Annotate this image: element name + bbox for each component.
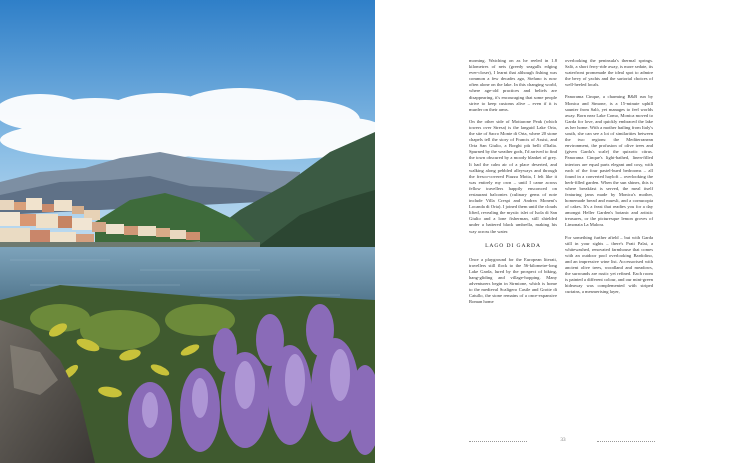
paragraph: Once a playground for the European literati, travellers still flock to the 56-kilometre-long Lake Garda, lured by the prospect of biking, hang-gliding and village-hopping. Many adventurers begin in Sirmione, which is home to the medieval Scaligero Castle and Grotte di Catullo, the stone remains of a once-expansive Roman home bbox=[469, 256, 557, 305]
page-number: 33 bbox=[560, 437, 566, 443]
section-heading: LAGO DI GARDA bbox=[485, 242, 541, 249]
paragraph: For something further afield – but with Garda still in your sights – there's Prati Palai, a whitewashed, renovated farmhouse that comes with an outdoor pool overlooking Bardolino, and an impressive wine list. Accessorised with ancient olive trees, woodland and meadows, the surrounds are rustic yet refined. Each room is painted a different colour, and our mint-green hideaway was complemented with striped curtains, a mesmerising layer, bbox=[565, 234, 654, 295]
text-page bbox=[375, 0, 750, 463]
text-column-right bbox=[565, 58, 653, 301]
text-column-left bbox=[469, 58, 557, 311]
paragraph: Panorama Cinque, a charming B&B run by Monica and Simone, is a 15-minute uphill saunter from Salò, yet manages to feel worlds away. Born near Lake Como, Monica moved to Garda for love, and quickly embraced the lake as her home. With a mother hailing from Italy's south, she can see a lot of similarities between the two regions: the Mediterranean environment, the profusion of olive trees and (given Garda's scale) the quixotic citrus. Panorama Cinque's light-bathed, linen-filled interiors are equal parts elegant and cosy, with each of the four pastel-hued bedrooms – all found in a converted hayloft – overlooking the herb-filled garden. When the sun shines, this is where breakfast is served, the meal itself featuring jams made by Monica's mother, homemade bread and muesli, and a cornucopia of cakes. It's a feast that readies you for a day amongst Heller Garden's botanic and artistic treasures, or the picturesque lemon groves of Limonaia La Malora. bbox=[565, 94, 653, 228]
paragraph: morning. Watching on as he reeled in 1.8 kilometres of nets (greedy seagulls edging ever-closer), I learnt that although fishing was common a few decades ago, Stefano is now often alone on the lake. In this changing world, where age-old practices and beliefs are disappearing, it's encouraging that some people strive to keep customs alive – even if it is murder on their arms. bbox=[469, 58, 557, 112]
footer-rule-right bbox=[597, 441, 655, 442]
paragraph: On the other side of Mottarone Peak (which towers over Stresa) is the languid Lake Orta, the site of Sacro Monte di Orta, where 20 stone chapels tell the story of Francis of Assisi, and Orta San Giulio, a Borghi più belli d'Italia. Spurned by the weather gods, I'd arrived to find the town obscured by a moody blanket of grey. It had the calm air of a place deserted, and walking along pebbled alleyways and through the fresco-covered Piazza Motta, I felt like it was entirely my own – until I came across fellow travellers happily ensconced on restaurant balconies (culinary gems of note include Villa Crespi and Andrea Moneni's Locanda di Orta). I joined them until the clouds lifted, revealing the mystic islet of Isola di San Giulio and a lone fisherman, still shielded under a battered black umbrella, making his way across the water. bbox=[469, 118, 557, 234]
footer-rule-left bbox=[469, 441, 527, 442]
paragraph: overlooking the peninsula's thermal springs. Salò, a short ferry-ride away, is more sedate, its waterfront promenade the ideal spot to admire the bevy of yachts and the sartorial choices of well-heeled locals. bbox=[565, 58, 653, 88]
